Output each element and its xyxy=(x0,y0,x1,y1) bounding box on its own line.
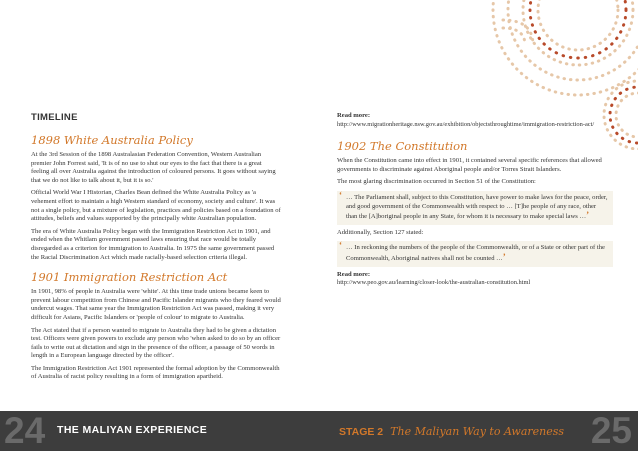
paragraph: The Immigration Restriction Act 1901 represented the formal adoption by the Commonwealth of Australia of racist policy resulting in a form of immigration apartheid. xyxy=(31,364,280,381)
quote-text: … In reckoning the numbers of the people of the Commonwealth, or of a State or other part of the Commonwealth, Aboriginal natives shall not be counted … xyxy=(346,244,605,262)
paragraph: The era of White Australia Policy began with the Immigration Restriction Act in 1901, and ended when the Whitlam government passed laws ensuring that race would be totally disregarded as a criterion for immigration to Australia. In 1975 the same government passed the Racial Discrimination Act which made racially-based selection criteria illegal. xyxy=(31,227,275,261)
paragraph: The Act stated that if a person wanted to migrate to Australia they had to be given a dictation test. Officers were given powers to exclude any person who 'when asked to do so by an officer fails to write out at dictation and sign in the presence of the officer, a passage of 50 words in length in a European language directed by the officer'. xyxy=(31,326,281,360)
footer-bar xyxy=(0,411,638,451)
read-more-label: Read more: xyxy=(337,270,371,278)
book-title: THE MALIYAN EXPERIENCE xyxy=(57,424,208,436)
page-number-right: 25 xyxy=(590,410,632,451)
stage-heading xyxy=(339,422,564,440)
paragraph: Additionally, Section 127 stated: xyxy=(337,228,424,236)
section-title-1902: 1902 The Constitution xyxy=(337,139,468,154)
paragraph: In 1901, 98% of people in Australia were 'white'. At this time trade unions became keen to prevent labour competition from Chinese and Pacific Islander migrants who they feared would undercut wages. That same year the Immigration Restriction Act was passed, making it very difficult for Asians, Pacific Islanders or 'people of colour' to migrate to Australia. xyxy=(31,288,281,321)
left-page-content xyxy=(31,112,281,386)
stage-title: The Maliyan Way to Awareness xyxy=(390,425,565,438)
paragraph: The most glaring discrimination occurred in Section 51 of the Constitution: xyxy=(337,178,536,186)
section-title-1901: 1901 Immigration Restriction Act xyxy=(31,270,228,285)
right-page-content xyxy=(337,112,613,298)
close-quote-icon: ’ xyxy=(586,210,590,221)
open-quote-icon: ‘ xyxy=(339,189,342,200)
timeline-heading: TIMELINE xyxy=(31,112,78,123)
stage-label: STAGE 2 xyxy=(339,426,384,438)
paragraph: At the 3rd Session of the 1898 Australasian Federation Convention, Western Australian premier John Forrest said, 'It is of no use to shut our eyes to the fact that there is a great feeling all over Australia against the introduction of coloured persons. It goes without saying that we do not like to talk about it, but it is so.' xyxy=(31,151,276,184)
page-number-left: 24 xyxy=(4,410,46,451)
paragraph: Official World War I Historian, Charles Bean defined the White Australia Policy as 'a vehement effort to maintain a high Western standard of economy, society and culture'. It was not a single policy, but a mixture of legislation, practices and policies based on a foundation of attitudes, beliefs and values supported by the principally white Australian population. xyxy=(31,189,281,223)
read-more-label: Read more: xyxy=(337,112,371,119)
read-more-link[interactable]: http://www.peo.gov.au/learning/closer-look/the-australian-constitution.html xyxy=(337,279,531,287)
paragraph: When the Constitution came into effect in 1901, it contained several specific references that allowed governments to discriminate against Aboriginal people and/or Torres Strait Islanders. xyxy=(337,157,602,173)
open-quote-icon: ‘ xyxy=(339,240,342,251)
quote-text: … The Parliament shall, subject to this Constitution, have power to make laws for the peace, order, and good government of the Commonwealth with respect to … [T]he people of any race, other than the [A]boriginal people in any State, for whom it is necessary to make special laws … xyxy=(346,193,608,221)
quote-section-51 xyxy=(337,191,613,225)
read-more-link[interactable]: http://www.migrationheritage.nsw.gov.au/exhibition/objectsthroughtime/immigration-restriction-act/ xyxy=(337,120,595,128)
section-title-1898: 1898 White Australia Policy xyxy=(31,133,193,147)
close-quote-icon: ’ xyxy=(502,251,506,262)
quote-section-127 xyxy=(337,241,613,266)
